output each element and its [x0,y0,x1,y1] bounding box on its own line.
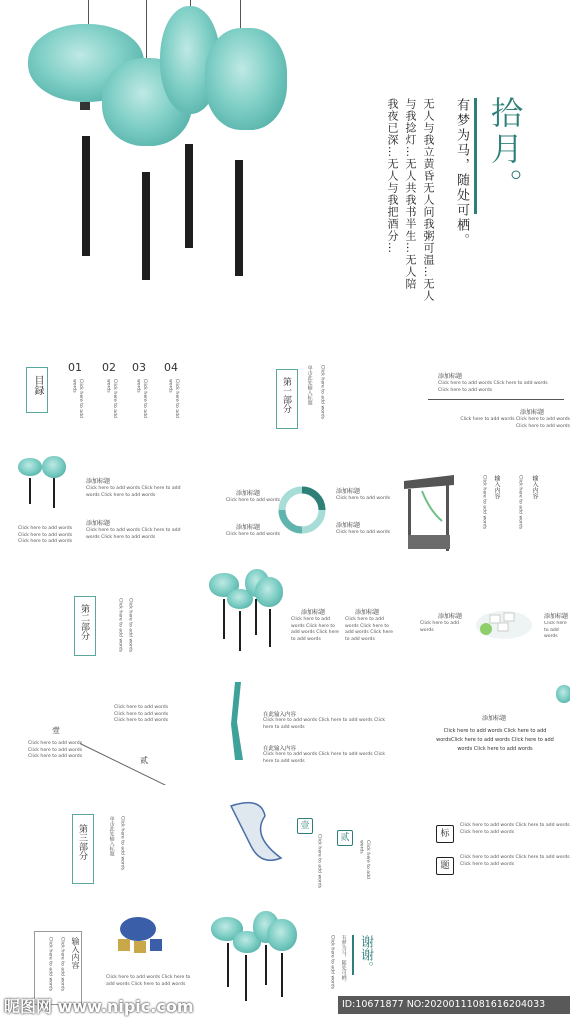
bottom-tassel-2 [245,955,247,1001]
section2-caption: Click here to add words [117,598,123,653]
centered-text-slide [410,685,570,780]
section3-caption: 单击此处输入标题 [108,816,115,856]
lantern-text-slide [0,452,200,560]
fabric-one-seal: 壹 [297,818,313,834]
tea-text-2: Click here to add words [47,937,53,992]
mid-tassel-1 [223,599,225,639]
ribbon-heading-1: 在此输入内容 [263,712,297,718]
numbered-one: 壹 [52,726,60,735]
food-text-2: Click here to add words [544,621,567,640]
section1-label: 第一部分 [281,377,291,413]
section1-caption-extra: Click here to add words [319,365,325,420]
cover-poem-line-2: 与我捻灯…无人共我书半生…无人陪 [404,98,417,290]
watermark-id: ID:10671877 NO:20200111081616204033 [342,999,546,1010]
title-list-text-2: Click here to add words Click here to add words Click here to add words [460,417,570,429]
cover-poem-line-1: 无人与我立黄昏无人问我粥可温…无人 [422,98,435,302]
numbered-text-left: Click here to add words Click here to add words Click here to add words [28,741,83,760]
ribbon-illustration [223,682,249,762]
fabric-slide [215,790,395,890]
pavilion-text-2: Click here to add words [517,475,523,530]
numbered-text-right: Click here to add words Click here to add words Click here to add words [114,705,169,724]
small-lantern-2 [42,456,66,478]
cover-slide [0,0,570,320]
tea-text-1: Click here to add words [59,937,65,992]
lantern-slide-heading-2: 添加标题 [86,520,111,527]
title-list-heading-2: 添加标题 [520,409,545,416]
teapot-illustration [104,909,174,957]
title-list-heading-1: 添加标题 [438,373,463,380]
title-box-a-text: Click here to add words Click here to add words Click here to add words [460,823,570,835]
section2-caption-extra: Click here to add words [127,598,133,653]
ring-slide-text-4: Click here to add words [336,530,391,535]
lantern-columns-text-1: Click here to add words Click here to add words Click here to add words [291,617,340,642]
title-list-slide [420,355,570,445]
thanks-text-2: 有梦为马，随处可栖。 [340,935,347,985]
food-heading-1: 添加标题 [438,613,463,620]
lantern-slide-text-1: Click here to add words Click here to add words Click here to add words [86,486,181,498]
bottom-lantern-4 [267,919,297,951]
centered-body: Click here to add words Click here to add wordsClick here to add words Click here to add words Click here to add words [436,728,554,752]
toc-text-1: Click here to add words [71,379,84,418]
toc-text-4: Click here to add words [167,379,180,418]
title-accent-bar [474,98,477,214]
fabric-text-2: Click here to add words [358,840,371,879]
ribbon-slide [215,680,395,770]
ring-slide-heading-1: 添加标题 [236,490,261,497]
lantern-slide-heading-1: 添加标题 [86,478,111,485]
title-list-divider [428,399,564,400]
lantern-slide-side-text: Click here to add words Click here to add words Click here to add words [18,526,73,545]
edge-lantern [556,685,570,703]
tea-heading: 输入内容 [71,937,80,969]
section3-caption-extra: Click here to add words [119,816,125,871]
section1-slide [266,355,416,445]
ribbon-text-2: Click here to add words Click here to add words Click here to add words [263,752,386,764]
numbered-two: 贰 [140,756,148,765]
thanks-title: 谢谢。 [358,935,373,974]
lantern-columns-slide [205,565,400,670]
bottom-tassel-3 [265,945,267,985]
cover-title: 拾月。 [486,96,524,204]
ring-slide-heading-2: 添加标题 [236,524,261,531]
ring-slide-heading-4: 添加标题 [336,522,361,529]
thanks-slide [320,905,570,1000]
food-text-1: Click here to add words [420,621,459,633]
centered-heading: 添加标题 [482,715,507,722]
tea-bottom-text: Click here to add words Click here to add words Click here to add words [106,975,191,987]
bottom-tassel-4 [281,953,283,997]
toc-text-3: Click here to add words [135,379,148,418]
pavilion-illustration [402,471,456,557]
small-tassel-2 [53,478,55,508]
watermark-site: 昵图网 www.nipic.com [4,997,194,1016]
ring-slide-text-3: Click here to add words [336,496,391,501]
section1-caption: 单击此处输入标题 [306,365,313,405]
toc-number-3: 03 [132,361,146,374]
title-list-text-1: Click here to add words Click here to add words Click here to add words [438,381,548,393]
ring-slide-text-1: Click here to add words [225,498,280,503]
lantern-bottom-slide [205,905,315,1005]
pavilion-heading-1: 输入内容 [493,475,500,499]
small-tassel-1 [29,478,31,504]
toc-slide [0,345,190,445]
title-box-a: 标 [436,825,454,843]
pavilion-slide [400,465,570,565]
thanks-text-1: Click here to add words [329,935,335,990]
pavilion-heading-2: 输入内容 [531,475,538,499]
ring-chart-slide [212,452,402,560]
fabric-illustration [221,796,291,866]
cover-poem-line-3: 我夜已深…无人与我把酒分… [386,98,399,254]
toc-label: 目録 [32,375,43,395]
tea-slide [30,905,200,1005]
mid-tassel-4 [269,609,271,647]
small-lantern-1 [18,458,42,476]
section3-label: 第三部分 [77,824,87,860]
ring-slide-heading-3: 添加标题 [336,488,361,495]
ring-slide-text-2: Click here to add words [225,532,280,537]
numbered-diagonal [80,743,188,785]
fabric-text-1: Click here to add words [316,834,322,889]
numbered-slide [20,695,200,785]
title-box-b: 题 [436,857,454,875]
title-boxes-slide [430,815,570,885]
ring-chart [276,484,328,536]
lantern-columns-heading-2: 添加标题 [355,609,380,616]
mid-lantern-4 [255,577,283,607]
food-illustration [474,603,534,643]
cover-subtitle: 有梦为马，随处可栖。 [454,98,469,248]
lantern-columns-text-2: Click here to add words Click here to add words Click here to add words [345,617,394,642]
thanks-accent-bar [352,935,354,975]
toc-number-2: 02 [102,361,116,374]
toc-number-1: 01 [68,361,82,374]
lantern-slide-text-2: Click here to add words Click here to add words Click here to add words [86,528,181,540]
mid-tassel-2 [239,611,241,651]
food-slide [410,595,570,665]
section2-label: 第二部分 [79,604,89,640]
toc-number-4: 04 [164,361,178,374]
bottom-tassel-1 [227,943,229,987]
title-box-b-text: Click here to add words Click here to add words Click here to add words [460,855,570,867]
ribbon-text-1: Click here to add words Click here to add words Click here to add words [263,718,386,730]
mid-tassel-3 [255,599,257,635]
lantern-columns-heading-1: 添加标题 [301,609,326,616]
pavilion-text-1: Click here to add words [481,475,487,530]
toc-text-2: Click here to add words [105,379,118,418]
section3-slide [60,800,200,895]
ribbon-heading-2: 在此输入内容 [263,746,297,752]
fabric-two-seal: 贰 [337,830,353,846]
section2-slide [60,580,200,670]
food-heading-2: 添加标题 [544,613,569,620]
